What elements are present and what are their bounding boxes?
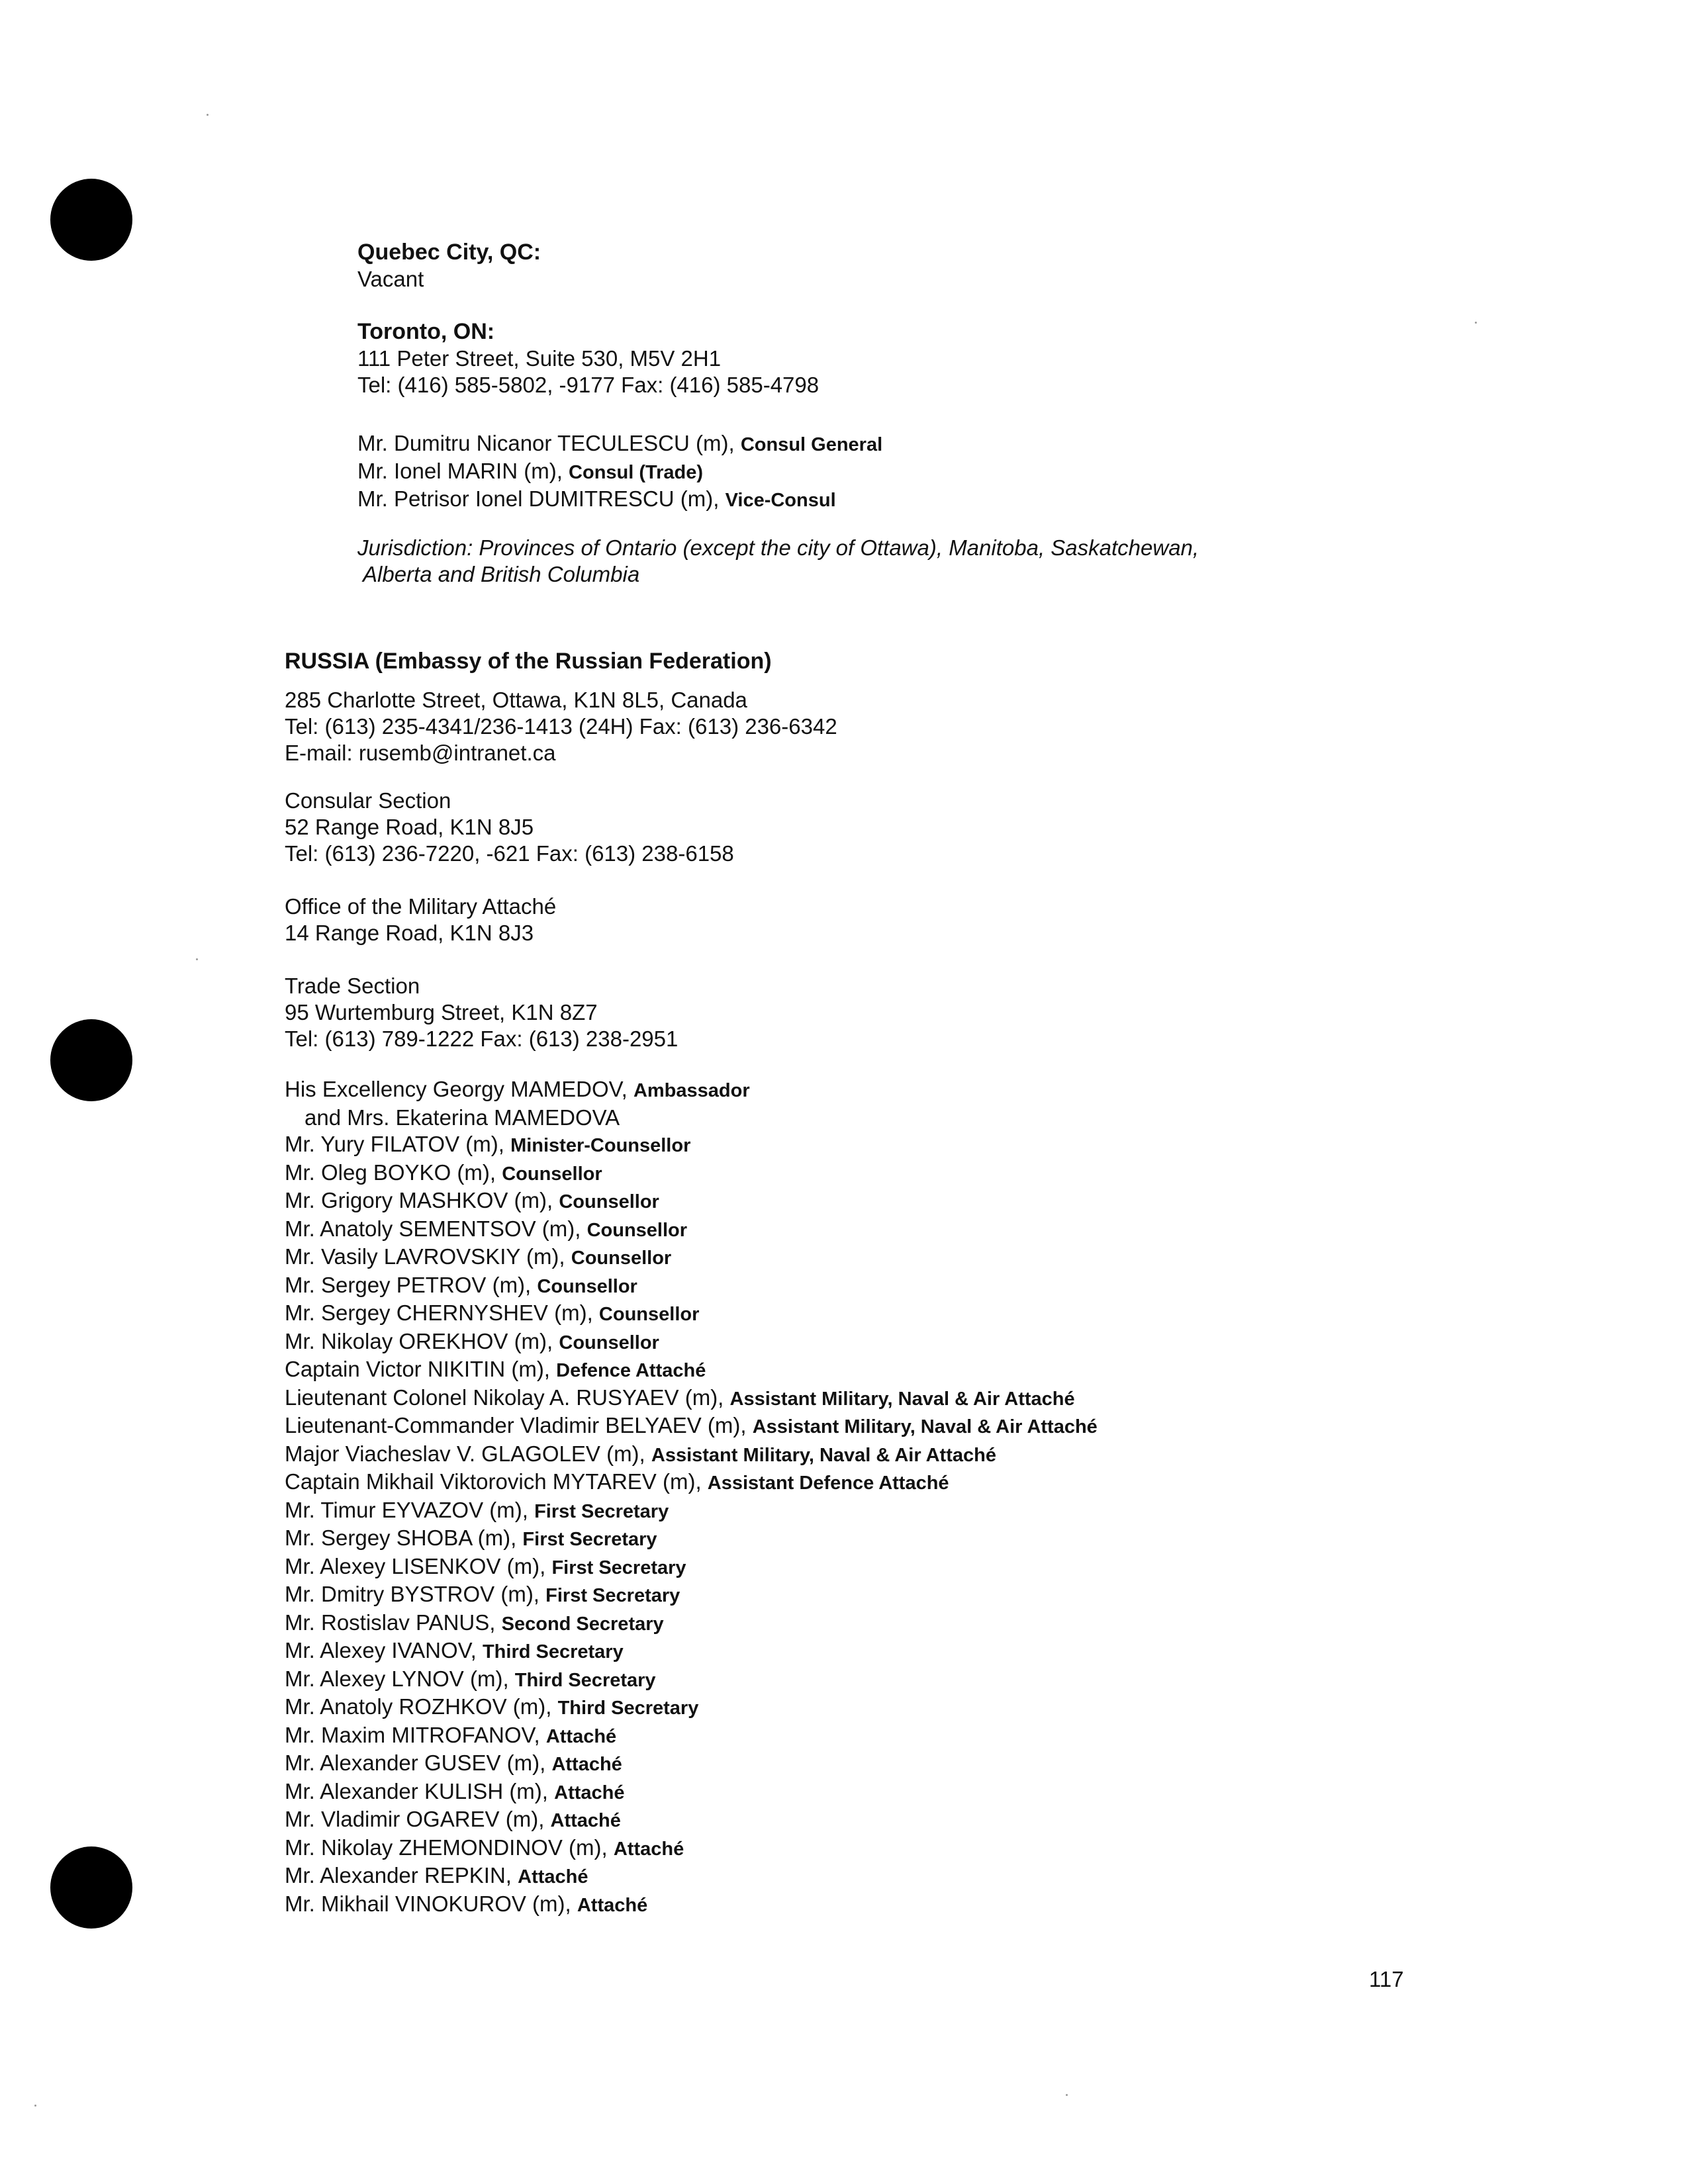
staff-role: Counsellor (502, 1163, 602, 1185)
list-item (285, 1806, 1098, 1835)
staff-role: Assistant Military, Naval & Air Attaché (651, 1444, 996, 1466)
list-item: Mr. Ionel MARIN (m), Consul (Trade) (357, 459, 704, 483)
staff-role: Attaché (545, 1725, 617, 1747)
quebec-section (357, 238, 541, 293)
staff-name: Mr. Timur EYVAZOV (m), (285, 1497, 535, 1522)
list-item (285, 1778, 1098, 1807)
list-item (285, 1272, 1098, 1300)
staff-name: Mr. Alexey LISENKOV (m), (285, 1553, 552, 1578)
toronto-staff-list (357, 430, 882, 514)
staff-role: Counsellor (571, 1248, 672, 1269)
consular-address: 52 Range Road, K1N 8J5 (285, 815, 534, 839)
staff-name: Mr. Oleg BOYKO (m), (285, 1160, 502, 1185)
trade-section (285, 973, 678, 1052)
list-item (285, 1385, 1098, 1413)
staff-role: Counsellor (559, 1191, 659, 1212)
russia-address: 285 Charlotte Street, Ottawa, K1N 8L5, Canada (285, 688, 747, 712)
staff-role: Counsellor (537, 1275, 637, 1297)
staff-role: Attaché (518, 1866, 588, 1888)
staff-name: Lieutenant-Commander Vladimir BELYAEV (m), (285, 1413, 753, 1437)
list-item (285, 1891, 1098, 1919)
staff-role: Attaché (577, 1894, 648, 1916)
list-item (285, 1862, 1098, 1891)
jurisdiction-line: Alberta and British Columbia (363, 562, 640, 586)
staff-role: First Secretary (545, 1585, 680, 1606)
page-number: 117 (1369, 1967, 1404, 1991)
staff-role: Third Secretary (557, 1698, 699, 1719)
staff-role: Attaché (554, 1782, 625, 1803)
list-item (285, 1694, 1098, 1722)
staff-name: Captain Mikhail Viktorovich MYTAREV (m), (285, 1469, 708, 1494)
list-item (285, 1553, 1098, 1582)
jurisdiction-line: Jurisdiction: Provinces of Ontario (except the city of Ottawa), Manitoba, Saskatchewan, (357, 535, 1199, 560)
list-item (285, 1835, 1098, 1863)
binder-hole-top (50, 179, 132, 261)
list-item (285, 1581, 1098, 1610)
toronto-phone: Tel: (416) 585-5802, -9177 Fax: (416) 585-4798 (357, 373, 820, 397)
staff-role: Defence Attaché (556, 1360, 706, 1381)
staff-name: Mr. Nikolay OREKHOV (m), (285, 1328, 559, 1353)
toronto-jurisdiction (357, 535, 1199, 588)
quebec-status: Vacant (357, 267, 424, 291)
scan-speck (1066, 2094, 1068, 2096)
staff-role: Assistant Military, Naval & Air Attaché (729, 1388, 1075, 1410)
list-item: Mr. Dumitru Nicanor TECULESCU (m), Consul General (357, 431, 883, 455)
list-item (285, 1356, 1098, 1385)
staff-role: Counsellor (586, 1219, 688, 1241)
scan-speck (196, 958, 198, 960)
quebec-heading: Quebec City, QC: (357, 240, 541, 265)
binder-hole-middle (50, 1019, 132, 1101)
russia-section (285, 647, 837, 766)
toronto-address: 111 Peter Street, Suite 530, M5V 2H1 (357, 346, 722, 371)
staff-name: Mr. Nikolay ZHEMONDINOV (m), (285, 1835, 614, 1860)
staff-name: Mr. Maxim MITROFANOV, (285, 1722, 546, 1747)
staff-name: Mr. Vladimir OGAREV (m), (285, 1807, 551, 1831)
russia-email: E-mail: rusemb@intranet.ca (285, 741, 556, 765)
staff-name: Mr. Alexey LYNOV (m), (285, 1666, 515, 1691)
consular-title: Consular Section (285, 788, 451, 813)
staff-role: Minister-Counsellor (510, 1135, 691, 1156)
staff-role: Attaché (550, 1810, 621, 1831)
staff-role: Attaché (613, 1838, 684, 1860)
staff-name: Captain Victor NIKITIN (m), (285, 1357, 557, 1381)
staff-role: Third Secretary (514, 1669, 656, 1691)
military-attache-section (285, 893, 556, 946)
staff-role: Attaché (551, 1754, 622, 1775)
list-item (285, 1666, 1098, 1694)
list-item (285, 1469, 1098, 1497)
scan-speck (207, 114, 209, 116)
staff-role: Counsellor (598, 1304, 700, 1325)
staff-name: Mr. Yury FILATOV (m), (285, 1132, 511, 1156)
list-item (285, 1300, 1098, 1328)
staff-role: Counsellor (559, 1332, 659, 1353)
list-item (285, 1412, 1098, 1441)
consular-section (285, 788, 734, 867)
scan-speck (34, 2105, 36, 2107)
trade-title: Trade Section (285, 974, 420, 998)
staff-role: Assistant Defence Attaché (707, 1473, 949, 1494)
binder-hole-bottom (50, 1846, 132, 1929)
trade-address: 95 Wurtemburg Street, K1N 8Z7 (285, 1000, 598, 1024)
staff-role: First Secretary (534, 1500, 669, 1522)
staff-name: Mr. Sergey PETROV (m), (285, 1272, 538, 1297)
staff-name: Mr. Anatoly SEMENTSOV (m), (285, 1216, 587, 1241)
staff-name: Lieutenant Colonel Nikolay A. RUSYAEV (m), (285, 1385, 730, 1410)
staff-name: Mr. Grigory MASHKOV (m), (285, 1188, 559, 1212)
consular-phone: Tel: (613) 236-7220, -621 Fax: (613) 238-6158 (285, 841, 734, 866)
staff-rows (285, 1131, 1098, 1919)
russia-phone: Tel: (613) 235-4341/236-1413 (24H) Fax: (613) 236-6342 (285, 714, 837, 739)
staff-name: Mr. Sergey CHERNYSHEV (m), (285, 1300, 599, 1325)
staff-role: First Secretary (551, 1557, 686, 1578)
list-item (285, 1750, 1098, 1778)
staff-name: Mr. Alexander KULISH (m), (285, 1778, 555, 1803)
list-item (285, 1441, 1098, 1469)
staff-role: First Secretary (522, 1529, 657, 1550)
list-item (285, 1525, 1098, 1553)
list-item (285, 1722, 1098, 1751)
list-item: Mr. Petrisor Ionel DUMITRESCU (m), Vice-Consul (357, 486, 836, 511)
staff-name: Mr. Alexander GUSEV (m), (285, 1751, 552, 1775)
staff-name: Mr. Sergey SHOBA (m), (285, 1525, 523, 1550)
list-item (285, 1160, 1098, 1188)
staff-role: Second Secretary (501, 1613, 664, 1635)
list-item (285, 1187, 1098, 1216)
russia-heading: RUSSIA (Embassy of the Russian Federation) (285, 649, 772, 674)
staff-name: Mr. Alexander REPKIN, (285, 1863, 518, 1888)
staff-role: Assistant Military, Naval & Air Attaché (752, 1416, 1098, 1437)
list-item-ambassador: His Excellency Georgy MAMEDOV, Ambassador (285, 1077, 750, 1101)
list-item-spouse: and Mrs. Ekaterina MAMEDOVA (305, 1105, 620, 1130)
staff-name: Mr. Alexey IVANOV, (285, 1638, 483, 1662)
staff-name: Mr. Anatoly ROZHKOV (m), (285, 1694, 558, 1719)
list-item (285, 1216, 1098, 1244)
list-item (285, 1244, 1098, 1272)
military-title: Office of the Military Attaché (285, 894, 557, 919)
staff-role: Third Secretary (482, 1641, 624, 1662)
staff-name: Mr. Dmitry BYSTROV (m), (285, 1582, 546, 1606)
staff-name: Mr. Mikhail VINOKUROV (m), (285, 1891, 577, 1916)
toronto-section (357, 318, 819, 398)
list-item (285, 1328, 1098, 1357)
military-address: 14 Range Road, K1N 8J3 (285, 921, 534, 945)
list-item (285, 1610, 1098, 1638)
trade-phone: Tel: (613) 789-1222 Fax: (613) 238-2951 (285, 1026, 679, 1051)
staff-name: Mr. Vasily LAVROVSKIY (m), (285, 1244, 571, 1269)
list-item (285, 1497, 1098, 1525)
toronto-heading: Toronto, ON: (357, 319, 495, 344)
list-item (285, 1131, 1098, 1160)
list-item (285, 1637, 1098, 1666)
scan-speck (1475, 322, 1477, 324)
russia-staff-list (285, 1076, 1098, 1919)
staff-name: Major Viacheslav V. GLAGOLEV (m), (285, 1441, 651, 1466)
staff-name: Mr. Rostislav PANUS, (285, 1610, 502, 1635)
